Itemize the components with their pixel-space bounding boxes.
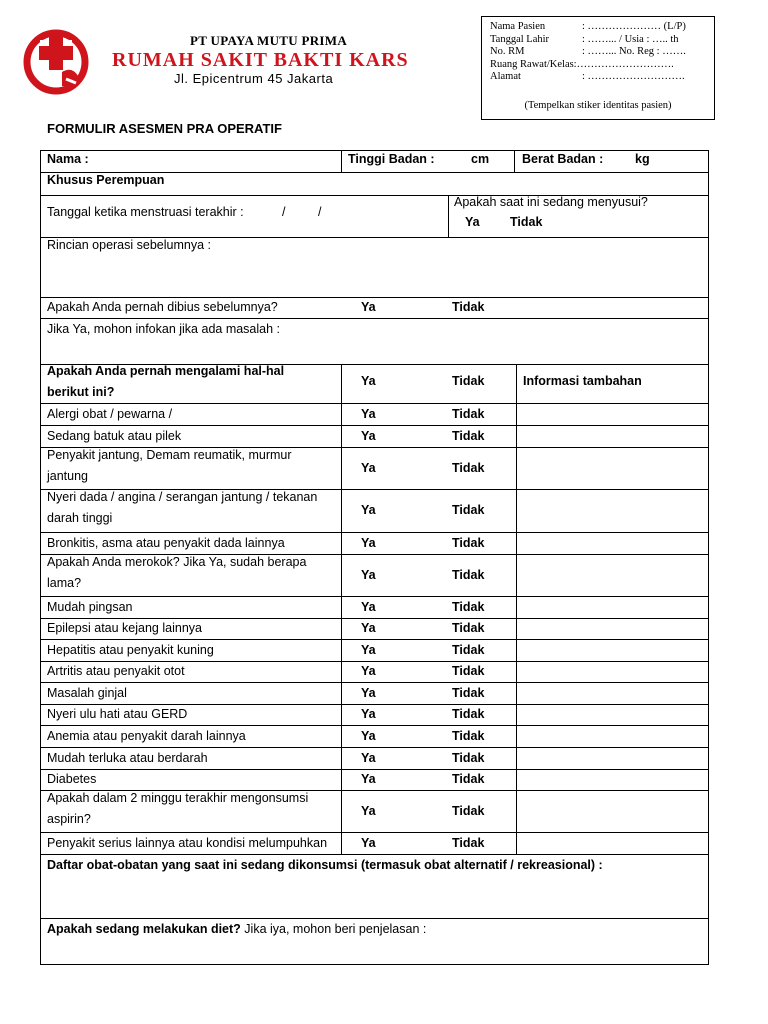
tidak-option[interactable]: Tidak bbox=[452, 503, 485, 517]
tidak-column-header: Tidak bbox=[452, 374, 485, 388]
ya-option[interactable]: Ya bbox=[361, 750, 376, 765]
tidak-option[interactable]: Tidak bbox=[452, 599, 485, 614]
ya-option[interactable]: Ya bbox=[361, 621, 376, 635]
diet-question bbox=[47, 919, 426, 940]
condition-label: Apakah dalam 2 minggu terakhir mengonsumsi bbox=[47, 791, 309, 805]
condition-label: Anemia atau penyakit darah lainnya bbox=[47, 728, 246, 743]
table-border-right bbox=[708, 150, 709, 964]
date-slash: / bbox=[282, 205, 286, 219]
id-value: : ……... / Usia : ….. th bbox=[582, 33, 679, 45]
tidak-option[interactable]: Tidak bbox=[452, 835, 485, 850]
tidak-option[interactable]: Tidak bbox=[452, 428, 485, 443]
date-slash: / bbox=[318, 205, 322, 219]
condition-label: Masalah ginjal bbox=[47, 685, 127, 700]
id-label: No. RM bbox=[490, 46, 525, 57]
tidak-option[interactable]: Tidak bbox=[452, 803, 485, 818]
condition-label: lama? bbox=[47, 576, 82, 590]
table-border-bottom bbox=[40, 964, 709, 965]
ya-option[interactable]: Ya bbox=[361, 567, 376, 582]
id-row bbox=[490, 21, 714, 34]
col-divider bbox=[448, 195, 449, 237]
ya-option[interactable]: Ya bbox=[361, 835, 376, 850]
khusus-perempuan-label: Khusus Perempuan bbox=[47, 173, 165, 187]
tidak-option[interactable]: Tidak bbox=[452, 728, 485, 743]
id-value: ………………………. bbox=[576, 58, 674, 70]
ya-option[interactable]: Ya bbox=[361, 642, 376, 657]
tidak-option[interactable]: Tidak bbox=[452, 750, 485, 765]
ya-option[interactable]: Ya bbox=[361, 599, 376, 614]
daftar-obat-label: Daftar obat-obatan yang saat ini sedang dikonsumsi (termasuk obat alternatif / rekreasional) : bbox=[47, 858, 603, 872]
id-row bbox=[490, 59, 714, 72]
id-label: Nama Pasien bbox=[490, 21, 546, 32]
tidak-option[interactable]: Tidak bbox=[452, 642, 485, 657]
condition-label: Diabetes bbox=[47, 772, 97, 786]
id-row bbox=[490, 71, 714, 84]
tidak-option[interactable]: Tidak bbox=[452, 567, 485, 582]
ya-option[interactable]: Ya bbox=[361, 772, 376, 786]
id-value: : ……... No. Reg : ……. bbox=[582, 46, 686, 57]
condition-label: darah tinggi bbox=[47, 511, 113, 525]
condition-label: Penyakit serius lainnya atau kondisi melumpuhkan bbox=[47, 835, 328, 850]
jika-ya-label: Jika Ya, mohon infokan jika ada masalah : bbox=[47, 322, 281, 336]
menyusui-label: Apakah saat ini sedang menyusui? bbox=[454, 195, 648, 209]
ya-option[interactable]: Ya bbox=[361, 428, 376, 443]
hospital-address: Jl. Epicentrum 45 Jakarta bbox=[174, 71, 334, 86]
diet-question-rest: Jika iya, mohon beri penjelasan : bbox=[244, 922, 427, 936]
condition-label: aspirin? bbox=[47, 812, 91, 826]
tidak-option[interactable]: Tidak bbox=[452, 664, 485, 678]
pernah-mengalami-label: Apakah Anda pernah mengalami hal-hal bbox=[47, 364, 285, 378]
ya-option[interactable]: Ya bbox=[361, 685, 376, 700]
berat-badan-label: Berat Badan : bbox=[522, 152, 604, 166]
tidak-option[interactable]: Tidak bbox=[452, 406, 485, 421]
condition-label: Nyeri ulu hati atau GERD bbox=[47, 707, 188, 721]
condition-label: jantung bbox=[47, 469, 89, 483]
nama-label: Nama : bbox=[47, 152, 89, 166]
tidak-option[interactable]: Tidak bbox=[452, 535, 485, 550]
cm-unit: cm bbox=[471, 152, 490, 166]
id-value: : ………………………. bbox=[582, 71, 685, 82]
tidak-option[interactable]: Tidak bbox=[452, 685, 485, 700]
tinggi-badan-label: Tinggi Badan : bbox=[348, 152, 435, 166]
ya-option[interactable]: Ya bbox=[361, 300, 376, 314]
ya-option[interactable]: Ya bbox=[361, 728, 376, 743]
id-sticker-note: (Tempelkan stiker identitas pasien) bbox=[524, 100, 672, 111]
id-label: Alamat bbox=[490, 71, 521, 82]
id-row bbox=[490, 34, 714, 47]
rincian-operasi-label: Rincian operasi sebelumnya : bbox=[47, 238, 211, 252]
condition-label: Bronkitis, asma atau penyakit dada lainnya bbox=[47, 535, 285, 550]
condition-label: Alergi obat / pewarna / bbox=[47, 406, 173, 421]
condition-label: Artritis atau penyakit otot bbox=[47, 664, 185, 678]
tidak-option[interactable]: Tidak bbox=[452, 300, 485, 314]
ya-option[interactable]: Ya bbox=[361, 406, 376, 421]
col-divider bbox=[514, 150, 515, 172]
tidak-option[interactable]: Tidak bbox=[510, 215, 543, 229]
form-title: FORMULIR ASESMEN PRA OPERATIF bbox=[47, 121, 282, 136]
condition-label: Nyeri dada / angina / serangan jantung / tekanan bbox=[47, 490, 318, 504]
ya-option[interactable]: Ya bbox=[361, 460, 376, 475]
ya-option[interactable]: Ya bbox=[361, 664, 376, 678]
ya-option[interactable]: Ya bbox=[361, 535, 376, 550]
condition-label: Hepatitis atau penyakit kuning bbox=[47, 642, 214, 657]
id-value: : ………………… (L/P) bbox=[582, 21, 686, 32]
dibius-label: Apakah Anda pernah dibius sebelumnya? bbox=[47, 300, 278, 314]
tidak-option[interactable]: Tidak bbox=[452, 460, 485, 475]
menstruasi-label: Tanggal ketika menstruasi terakhir : bbox=[47, 205, 244, 219]
diet-question-bold: Apakah sedang melakukan diet? bbox=[47, 922, 241, 936]
condition-label: Mudah pingsan bbox=[47, 599, 133, 614]
kg-unit: kg bbox=[635, 152, 650, 166]
condition-label: Penyakit jantung, Demam reumatik, murmur bbox=[47, 448, 292, 462]
tidak-option[interactable]: Tidak bbox=[452, 621, 485, 635]
condition-label: Epilepsi atau kejang lainnya bbox=[47, 621, 202, 635]
id-row bbox=[490, 46, 714, 59]
pernah-mengalami-label: berikut ini? bbox=[47, 385, 115, 399]
ya-option[interactable]: Ya bbox=[465, 215, 480, 229]
table-border-left bbox=[40, 150, 41, 964]
id-label: Ruang Rawat/Kelas: bbox=[490, 58, 577, 70]
col-divider bbox=[516, 364, 517, 854]
condition-label: Sedang batuk atau pilek bbox=[47, 428, 182, 443]
informasi-tambahan-header: Informasi tambahan bbox=[523, 374, 642, 388]
condition-label: Mudah terluka atau berdarah bbox=[47, 750, 208, 765]
ya-option[interactable]: Ya bbox=[361, 707, 376, 721]
ya-option[interactable]: Ya bbox=[361, 803, 376, 818]
tidak-option[interactable]: Tidak bbox=[452, 707, 485, 721]
id-label: Tanggal Lahir bbox=[490, 33, 550, 45]
patient-id-box bbox=[481, 16, 715, 120]
col-divider bbox=[341, 364, 342, 854]
hospital-cross-logo bbox=[16, 25, 96, 100]
ya-option[interactable]: Ya bbox=[361, 503, 376, 517]
hospital-name: RUMAH SAKIT BAKTI KARS bbox=[112, 49, 409, 71]
organization-name: PT UPAYA MUTU PRIMA bbox=[190, 33, 348, 48]
ya-column-header: Ya bbox=[361, 374, 376, 388]
condition-label: Apakah Anda merokok? Jika Ya, sudah berapa bbox=[47, 555, 307, 569]
tidak-option[interactable]: Tidak bbox=[452, 772, 485, 786]
col-divider bbox=[341, 150, 342, 172]
